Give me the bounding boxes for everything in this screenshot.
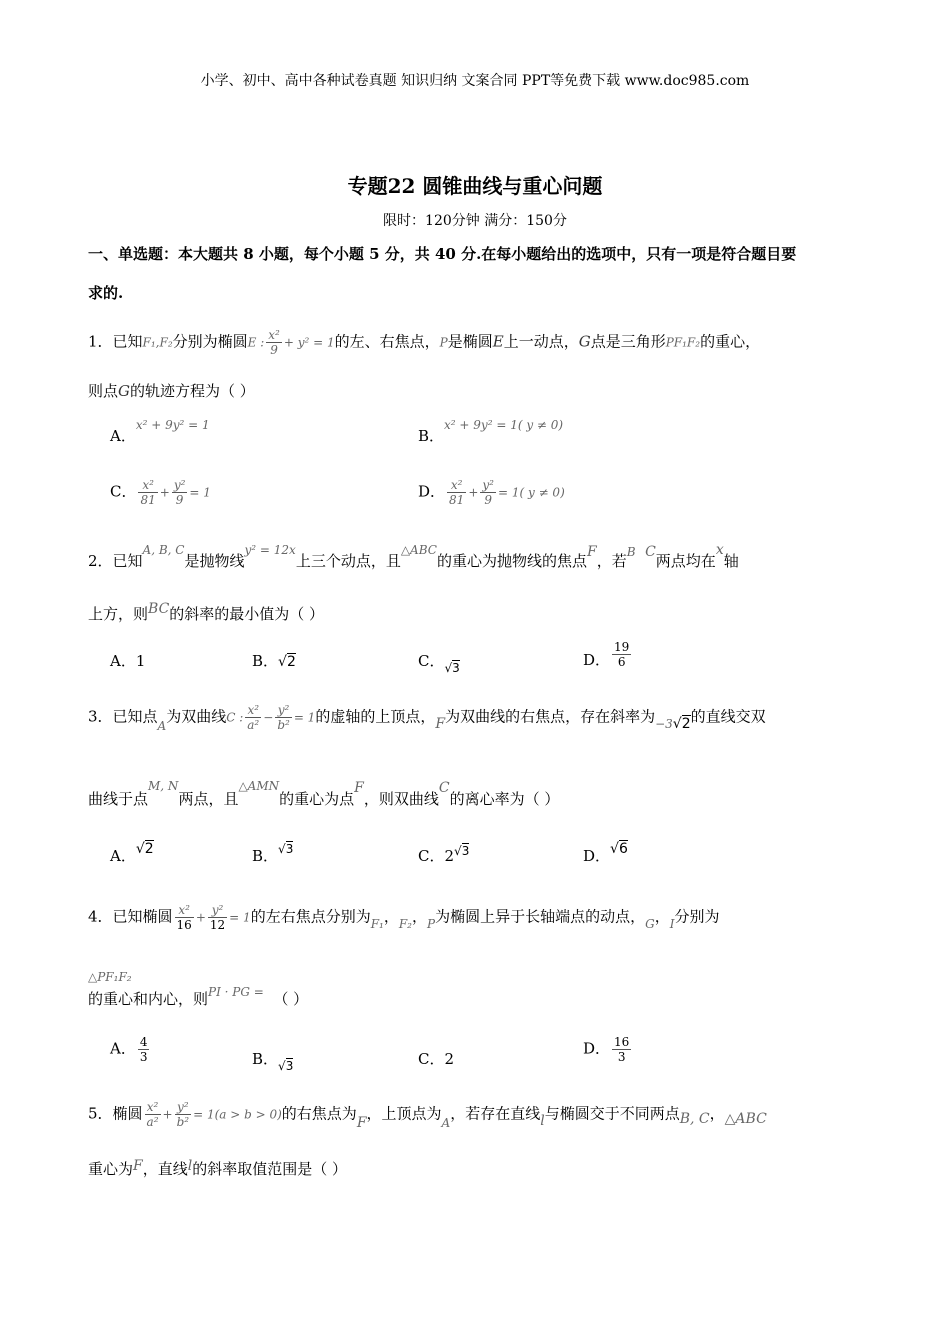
q1-option-d: D． $\frac{\text{x²}}{81}$ + $\frac{\text{y²}}{9}$ = 1( y ≠ 0): [418, 478, 565, 507]
q3-option-d: D．√6: [583, 841, 628, 865]
q3-option-b: B．$^{√3}$: [252, 842, 294, 865]
q2-option-c: C．$_{√3}$: [418, 652, 460, 675]
q3-option-c: C．$2^{√3}$: [418, 844, 470, 865]
page-header: 小学、初中、高中各种试卷真题 知识归纳 文案合同 PPT等免费下载 www.doc985.com: [200, 73, 750, 89]
question-1-line1: 1．已知F₁,F₂分别为椭圆E : $\frac{\text{x²}}{9}$ + y² = 1的左、右焦点，P是椭圆E上一动点，G点是三角形PF₁F₂的重心，: [88, 328, 761, 357]
question-5-line1: 5．椭圆 $\frac{\text{x²}}{\text{a²}}$ + $\frac{\text{y²}}{\text{b²}}$ = 1(a > b > 0)的右焦点为F，上顶点为$_A$，若存在直线l与椭圆交于不同两点B, C，△ABC: [88, 1100, 767, 1131]
q4-option-c: C．2: [418, 1050, 455, 1068]
question-3-line2: 曲线于点$^{M, N}$两点，且$^{\triangle AMN}$的重心为点F，则双曲线C的离心率为（ ）: [88, 779, 560, 808]
q2-option-b: B．√2: [252, 652, 296, 670]
q4-option-d: D． $\frac{16}{3}$: [583, 1035, 630, 1064]
q2-option-a: A．1: [110, 652, 146, 670]
math-f1f2: F₁,F₂: [142, 335, 173, 350]
q2-option-d: D． $\frac{19}{6}$: [583, 640, 630, 669]
page-title: 专题22 圆锥曲线与重心问题: [347, 174, 603, 198]
question-2-line1: 2．已知$^{A, B, C}$是抛物线$^{y^2 = 12x}$上三个动点，且$^{\triangle ABC}$的重心为抛物线的焦点F，若$^B$ C两点均在x轴: [88, 542, 739, 570]
q1-option-c: C． $\frac{\text{x²}}{81}$ + $\frac{\text{y²}}{9}$ = 1: [110, 478, 211, 507]
question-1-line2: 则点G的轨迹方程为（ ）: [88, 382, 255, 400]
q4-option-a: A． $\frac{4}{3}$: [110, 1035, 148, 1064]
math-fraction: $\frac{\text{x²}}{9}$: [268, 328, 280, 357]
q1-option-a: A．$^{x^2 + 9y^2 = 1}$: [110, 418, 210, 445]
q1-option-b: B．$^{x^2 + 9y^2 = 1( y \ne 0)}$: [418, 418, 564, 445]
time-score-line: 限时：120分钟 满分：150分: [383, 213, 567, 229]
question-4-line2: △PF₁F₂ 的重心和内心，则$^{PI \cdot PG =}$ （ ）: [88, 970, 309, 1008]
question-3-line1: 3．已知点$_A$为双曲线C : $\frac{\text{x²}}{\text{a²}}$ − $\frac{\text{y²}}{\text{b²}}$ = 1的虚轴的上顶点，F为双曲线的右焦点，存在斜率为$_{-3}$√2的直线交双: [88, 703, 766, 733]
question-2-line2: 上方，则BC的斜率的最小值为（ ）: [88, 601, 325, 623]
question-4-line1: 4．已知椭圆 $\frac{\text{x²}}{16}$ + $\frac{\text{y²}}{12}$ = 1的左右焦点分别为$_{F_1}$，$_{F_2}$，$_P$为椭圆上异于长轴端点的动点，$_G$，$_I$分别为: [88, 903, 720, 932]
question-5-line2: 重心为F，直线l的斜率取值范围是（ ）: [88, 1158, 348, 1178]
section-heading-cont: 求的.: [88, 284, 124, 302]
math-ellipse-label: E :: [247, 335, 265, 350]
q3-option-a: A．√2: [110, 841, 154, 865]
q4-option-b: B．$_{√3}$: [252, 1050, 294, 1073]
section-heading: 一、单选题：本大题共 8 小题，每个小题 5 分，共 40 分.在每小题给出的选项中，只有一项是符合题目要: [88, 245, 797, 263]
